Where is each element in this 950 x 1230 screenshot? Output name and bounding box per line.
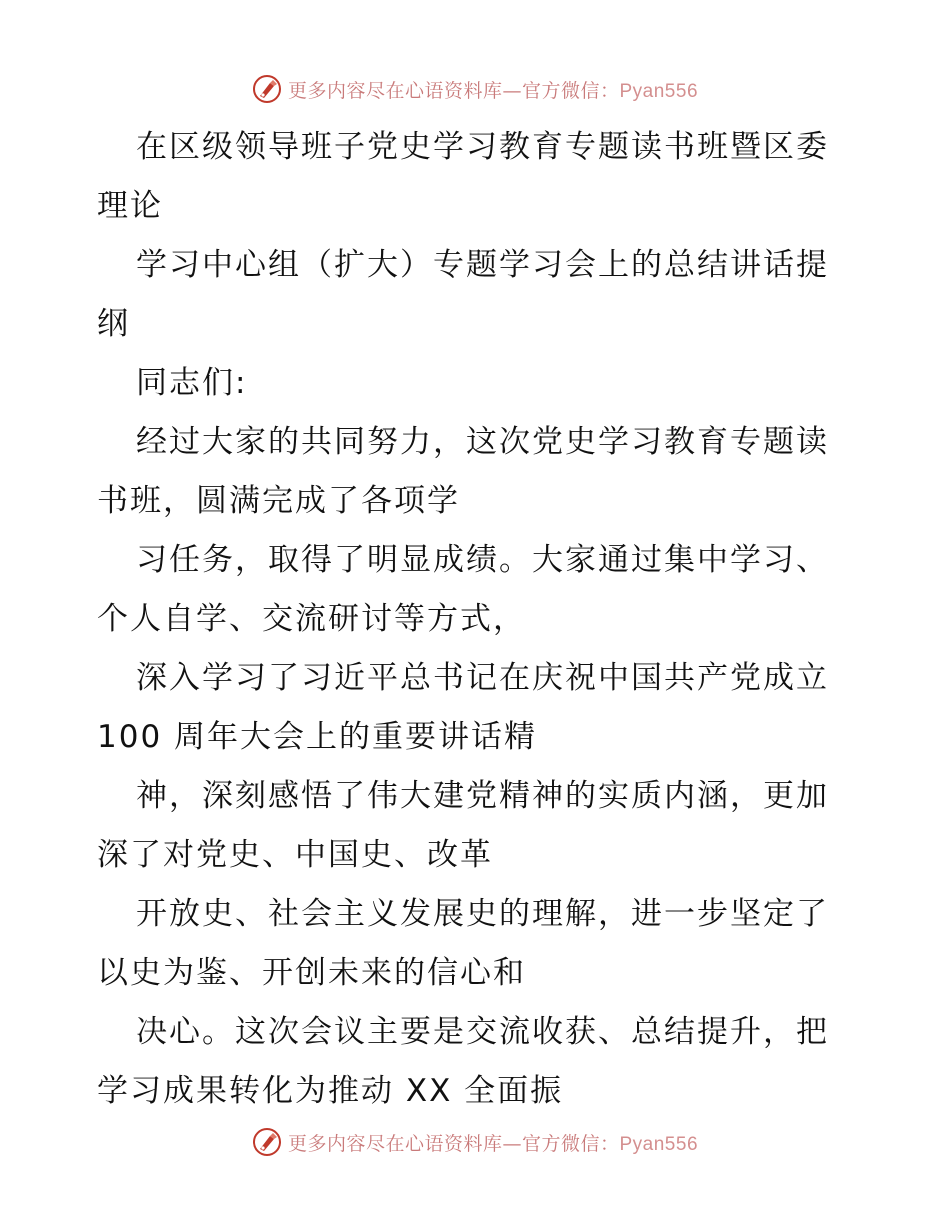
watermark-text: 更多内容尽在心语资料库—官方微信：Pyan556 [287,79,699,102]
body-paragraph: 深入学习了习近平总书记在庆祝中国共产党成立 100 周年大会上的重要讲话精 [97,660,829,755]
header-watermark [0,72,950,106]
document-body [97,118,857,1121]
salutation: 同志们: [136,365,248,401]
body-paragraph: 决心。这次会议主要是交流收获、总结提升，把学习成果转化为推动 XX 全面振 [97,1014,829,1109]
title-line-1: 在区级领导班子党史学习教育专题读书班暨区委理论 [97,129,829,224]
pen-nib-logo-icon [252,74,282,104]
body-paragraph: 神，深刻感悟了伟大建党精神的实质内涵，更加深了对党史、中国史、改革 [97,778,829,873]
title-line-2: 学习中心组（扩大）专题学习会上的总结讲话提纲 [97,247,829,342]
footer-watermark [0,1125,950,1159]
watermark-text: 更多内容尽在心语资料库—官方微信：Pyan556 [287,1132,699,1155]
body-paragraph: 经过大家的共同努力，这次党史学习教育专题读书班，圆满完成了各项学 [97,424,829,519]
body-paragraph: 开放史、社会主义发展史的理解，进一步坚定了以史为鉴、开创未来的信心和 [97,896,829,991]
pen-nib-logo-icon [252,1127,282,1157]
body-paragraph: 习任务，取得了明显成绩。大家通过集中学习、个人自学、交流研讨等方式， [97,542,829,637]
